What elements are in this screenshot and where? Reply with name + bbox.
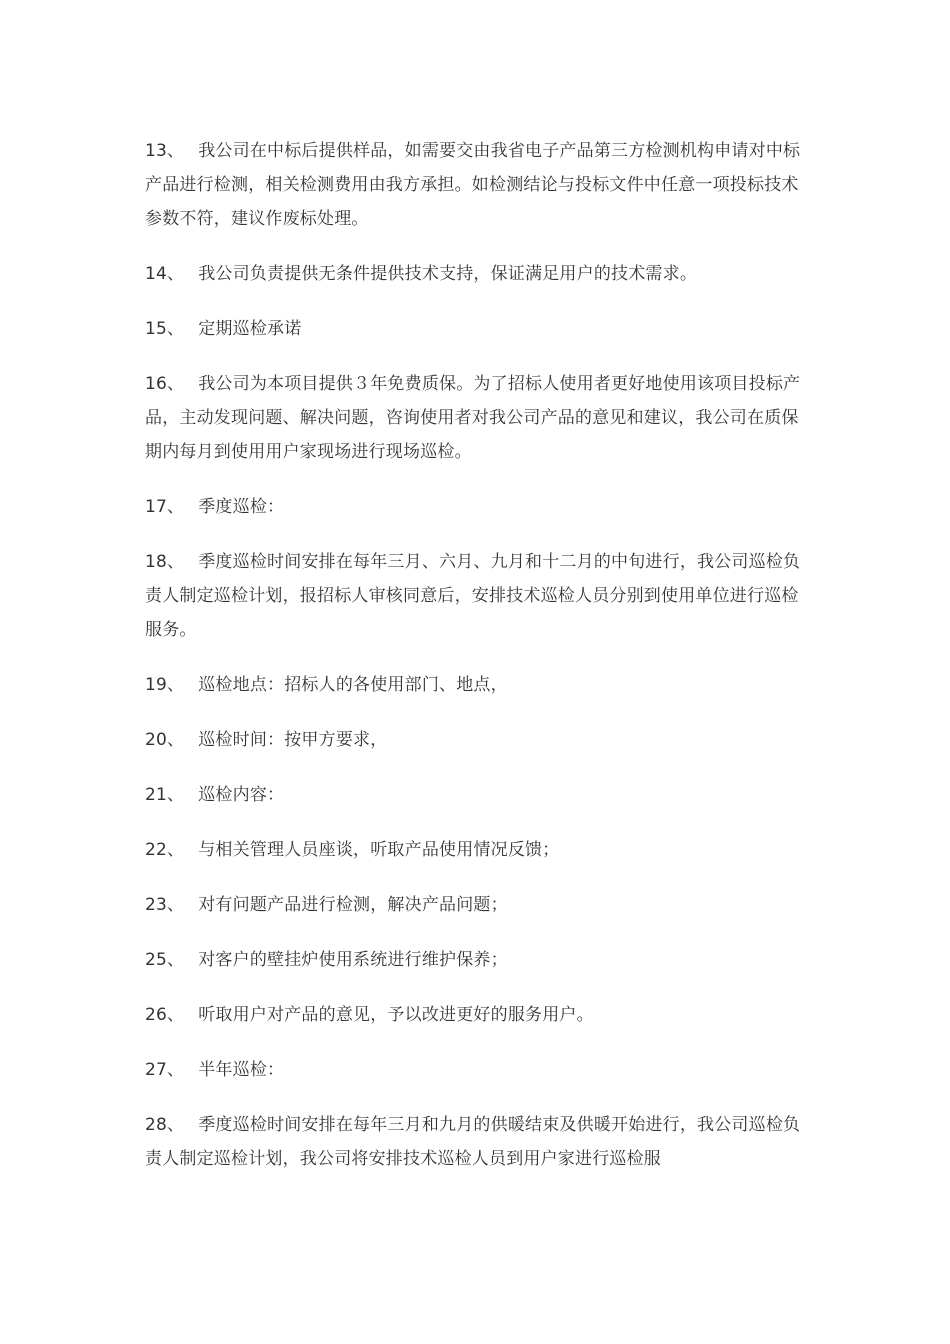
item-number: 25、 — [145, 950, 185, 970]
item-text: 季度巡检时间安排在每年三月和九月的供暖结束及供暖开始进行，我公司巡检负责人制定巡检计划，我公司将安排技术巡检人员到用户家进行巡检服 — [145, 1115, 801, 1169]
list-item — [145, 888, 805, 922]
item-text: 巡检时间：按甲方要求， — [198, 730, 388, 750]
item-number: 13、 — [145, 141, 185, 161]
item-number: 17、 — [145, 497, 185, 517]
item-number: 22、 — [145, 840, 185, 860]
item-text: 季度巡检时间安排在每年三月、六月、九月和十二月的中旬进行，我公司巡检负责人制定巡检计划，报招标人审核同意后，安排技术巡检人员分别到使用单位进行巡检服务。 — [145, 552, 801, 640]
item-number: 14、 — [145, 264, 185, 284]
list-item — [145, 1053, 805, 1087]
item-text: 定期巡检承诺 — [198, 319, 302, 339]
item-number: 18、 — [145, 552, 185, 572]
item-number: 16、 — [145, 374, 185, 394]
item-number: 28、 — [145, 1115, 185, 1135]
list-item — [145, 723, 805, 757]
item-text: 对客户的壁挂炉使用系统进行维护保养； — [198, 950, 508, 970]
item-text: 半年巡检： — [198, 1060, 285, 1080]
list-item — [145, 668, 805, 702]
item-number: 15、 — [145, 319, 185, 339]
item-text: 与相关管理人员座谈，听取产品使用情况反馈； — [198, 840, 560, 860]
list-item — [145, 134, 805, 236]
item-text: 听取用户对产品的意见，予以改进更好的服务用户。 — [198, 1005, 594, 1025]
list-item — [145, 833, 805, 867]
list-item — [145, 490, 805, 524]
item-text: 我公司负责提供无条件提供技术支持，保证满足用户的技术需求。 — [198, 264, 698, 284]
item-text: 对有问题产品进行检测，解决产品问题； — [198, 895, 508, 915]
item-number: 27、 — [145, 1060, 185, 1080]
list-item — [145, 943, 805, 977]
list-item — [145, 778, 805, 812]
list-item — [145, 257, 805, 291]
list-item — [145, 545, 805, 647]
item-text: 巡检地点：招标人的各使用部门、地点， — [198, 675, 508, 695]
list-item — [145, 998, 805, 1032]
list-item — [145, 367, 805, 469]
item-text: 我公司在中标后提供样品，如需要交由我省电子产品第三方检测机构申请对中标产品进行检测，相关检测费用由我方承担。如检测结论与投标文件中任意一项投标技术参数不符，建议作废标处理。 — [145, 141, 801, 229]
list-item — [145, 312, 805, 346]
item-number: 26、 — [145, 1005, 185, 1025]
item-number: 21、 — [145, 785, 185, 805]
item-text: 巡检内容： — [198, 785, 285, 805]
item-text: 我公司为本项目提供３年免费质保。为了招标人使用者更好地使用该项目投标产品，主动发现问题、解决问题，咨询使用者对我公司产品的意见和建议，我公司在质保期内每月到使用用户家现场进行现场巡检。 — [145, 374, 801, 462]
list-item — [145, 1108, 805, 1176]
item-text: 季度巡检： — [198, 497, 285, 517]
item-number: 23、 — [145, 895, 185, 915]
document-body — [145, 134, 805, 1197]
item-number: 19、 — [145, 675, 185, 695]
item-number: 20、 — [145, 730, 185, 750]
